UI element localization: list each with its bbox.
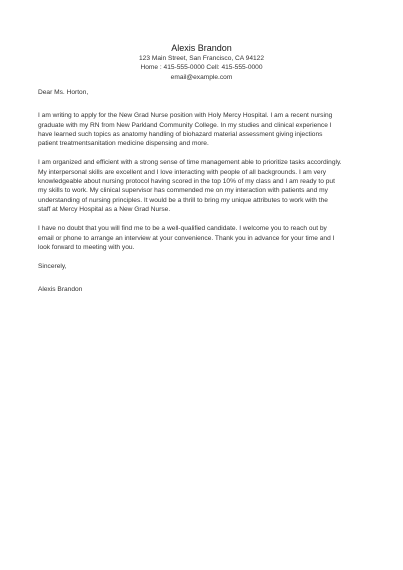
paragraph-line: I am writing to apply for the New Grad Nurse position with Holy Mercy Hospital. I am a recent nursing [38, 112, 333, 120]
paragraph-line: have learned such topics as anatomy handling of biohazard material assessment giving injections [38, 130, 323, 138]
paragraph-line: email or phone to arrange an interview at your convenience. Thank you in advance for your time and I [38, 234, 335, 242]
closing: Sincerely, [38, 263, 67, 271]
paragraph-line: my skills to work. My clinical supervisor has commended me on my interaction with patients and my [38, 187, 328, 195]
paragraph-line: patient treatmentsanitation medicine dispensing and more. [38, 140, 209, 148]
paragraph-line: I have no doubt that you will find me to be a well-qualified candidate. I welcome you to reach out by [38, 225, 327, 233]
sender-address: 123 Main Street, San Francisco, CA 94122 [139, 55, 264, 62]
paragraph-line: staff at Mercy Hospital as a New Grad Nurse. [38, 205, 171, 213]
paragraph-line: understanding of nursing principles. It would be a thrill to bring my unique attributes to work with the [38, 196, 328, 204]
paragraph-line: graduate with my RN from New Parkland Community College. In my studies and clinical experience I [38, 121, 332, 129]
sender-name: Alexis Brandon [171, 43, 232, 53]
paragraph-line: look forward to meeting with you. [38, 243, 135, 251]
sender-phones: Home : 415-555-0000 Cell: 415-555-0000 [140, 64, 263, 72]
paragraph-line: My interpersonal skills are excellent and I love interacting with people of all backgrounds. I am very [38, 168, 327, 176]
salutation: Dear Ms. Horton, [38, 89, 89, 96]
paragraph-intro [38, 111, 370, 148]
paragraph-closing-remarks [38, 224, 370, 252]
signature-name: Alexis Brandon [38, 286, 83, 294]
paragraph-line: I am organized and efficient with a strong sense of time management able to prioritize tasks accordingly. [38, 159, 342, 167]
sender-email: email@example.com [170, 73, 233, 81]
letterhead [0, 43, 403, 82]
paragraph-qualifications [38, 158, 370, 214]
paragraph-line: knowledgeable about nursing protocol having scored in the top 10% of my class and I am ready to put [38, 178, 335, 186]
letter-body [38, 88, 370, 295]
